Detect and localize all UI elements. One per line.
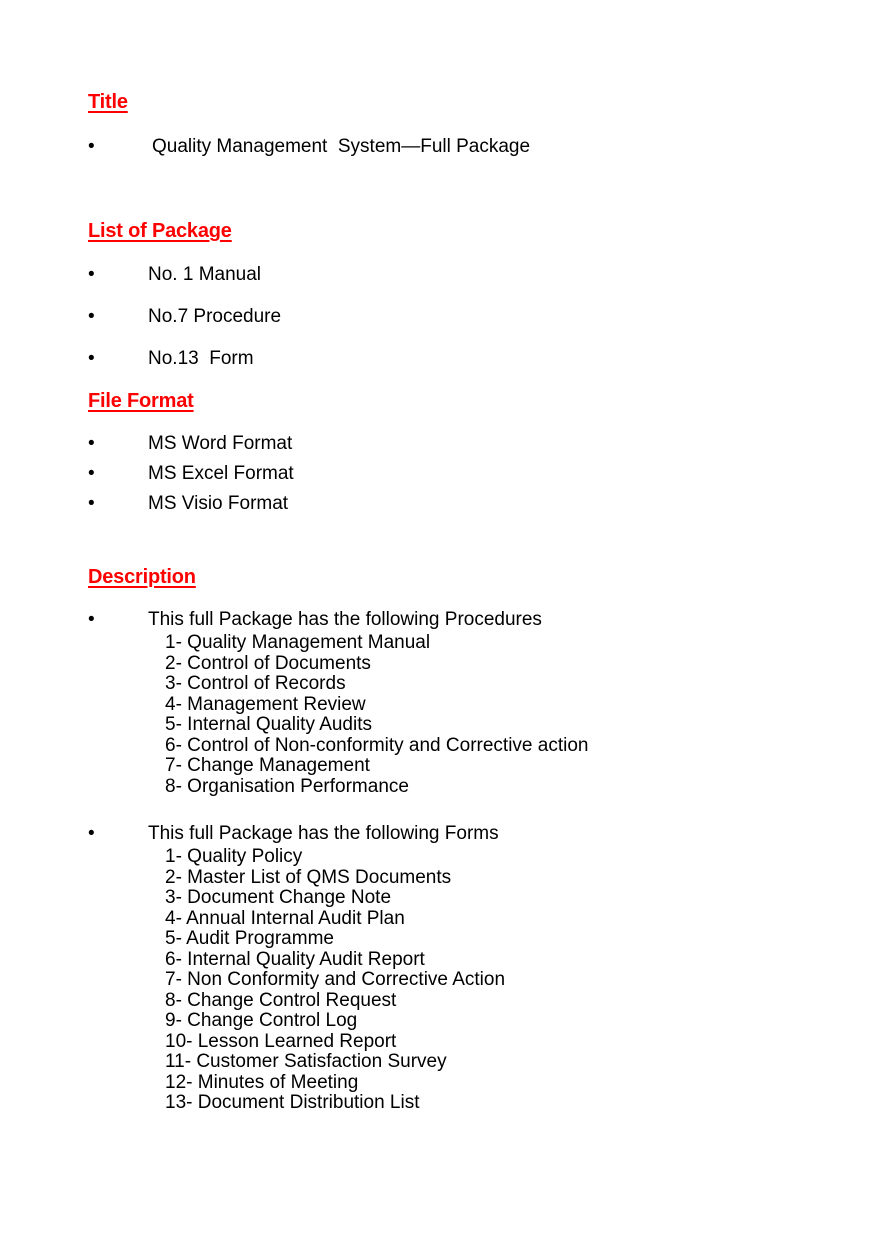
procedure-item: 2- Control of Documents: [165, 652, 371, 674]
section-heading-list-of-package: List of Package: [88, 220, 232, 242]
package-item-text: No.13 Form: [148, 348, 254, 369]
bullet-item-forms-lead: [88, 822, 834, 846]
bullet-icon: •: [88, 609, 95, 630]
forms-list: [165, 847, 834, 1114]
bullet-item-ms-excel: [88, 462, 834, 486]
form-item: 12- Minutes of Meeting: [165, 1071, 359, 1093]
title-bullet-text: Quality Management System—Full Package: [152, 136, 531, 157]
bullet-item-procedures-lead: [88, 608, 834, 632]
form-item: 9- Change Control Log: [165, 1010, 358, 1031]
bullet-icon: •: [88, 306, 95, 327]
procedure-item: 3- Control of Records: [165, 673, 346, 694]
form-item: 7- Non Conformity and Corrective Action: [165, 969, 506, 990]
procedure-item: 7- Change Management: [165, 755, 370, 776]
format-item-text: MS Excel Format: [148, 463, 294, 484]
bullet-icon: •: [88, 264, 95, 285]
bullet-item-form: [88, 347, 834, 371]
bullet-icon: •: [88, 433, 95, 454]
bullet-icon: •: [88, 348, 95, 369]
procedure-item: 4- Management Review: [165, 693, 366, 715]
section-heading-title: Title: [88, 91, 128, 113]
bullet-item-manual: [88, 263, 834, 287]
bullet-icon: •: [88, 823, 95, 844]
bullet-item-ms-word: [88, 432, 834, 456]
procedures-list: [165, 633, 834, 797]
procedures-lead-text: This full Package has the following Procedures: [148, 609, 542, 630]
procedure-item: 5- Internal Quality Audits: [165, 714, 372, 735]
procedure-item: 6- Control of Non-conformity and Corrective action: [165, 734, 589, 756]
bullet-item-title: [88, 135, 834, 159]
form-item: 13- Document Distribution List: [165, 1092, 420, 1113]
bullet-icon: •: [88, 493, 95, 514]
procedure-item: 8- Organisation Performance: [165, 775, 409, 797]
bullet-item-ms-visio: [88, 492, 834, 516]
form-item: 5- Audit Programme: [165, 928, 334, 949]
form-item: 10- Lesson Learned Report: [165, 1030, 397, 1052]
form-item: 11- Customer Satisfaction Survey: [165, 1051, 447, 1072]
bullet-item-procedure: [88, 305, 834, 329]
forms-lead-text: This full Package has the following Forms: [148, 823, 499, 844]
form-item: 8- Change Control Request: [165, 989, 397, 1011]
bullet-icon: •: [88, 136, 95, 157]
package-item-text: No.7 Procedure: [148, 306, 282, 327]
section-heading-file-format: File Format: [88, 390, 194, 412]
form-item: 1- Quality Policy: [165, 846, 303, 867]
form-item: 3- Document Change Note: [165, 887, 392, 908]
form-item: 6- Internal Quality Audit Report: [165, 948, 425, 970]
package-item-text: No. 1 Manual: [148, 264, 262, 285]
section-heading-description: Description: [88, 566, 196, 588]
format-item-text: MS Visio Format: [148, 493, 289, 514]
format-item-text: MS Word Format: [148, 433, 293, 454]
bullet-icon: •: [88, 463, 95, 484]
form-item: 4- Annual Internal Audit Plan: [165, 907, 405, 929]
procedure-item: 1- Quality Management Manual: [165, 632, 431, 653]
form-item: 2- Master List of QMS Documents: [165, 866, 452, 888]
